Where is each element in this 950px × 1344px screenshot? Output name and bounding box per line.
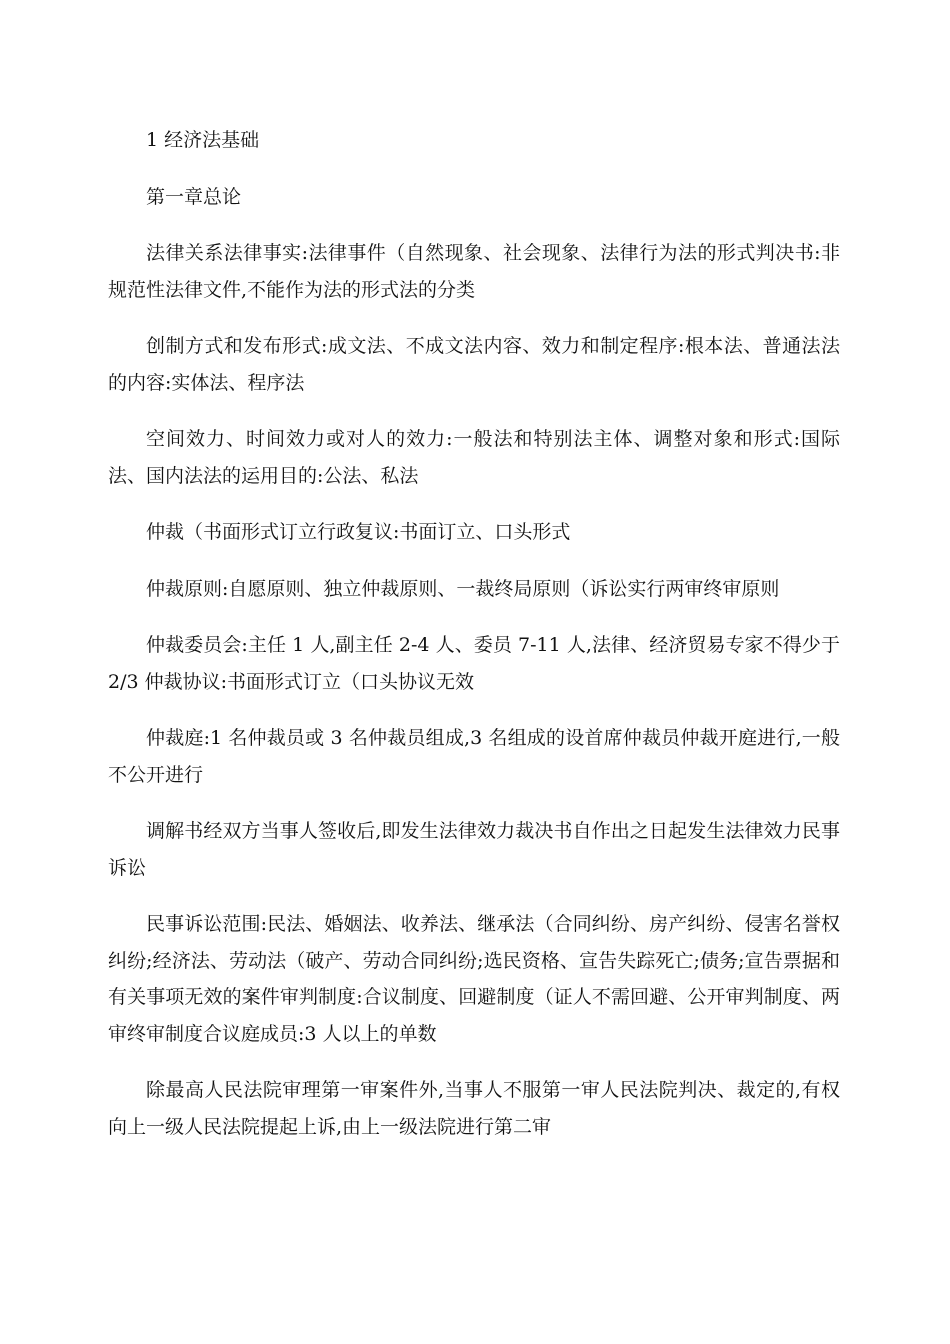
paragraph: 仲裁原则:自愿原则、独立仲裁原则、一裁终局原则（诉讼实行两审终审原则 — [146, 577, 780, 600]
paragraph: 创制方式和发布形式:成文法、不成文法内容、效力和制定程序:根本法、普通法法的内容:实体法、程序法 — [108, 335, 840, 394]
paragraph: 除最高人民法院审理第一审案件外,当事人不服第一审人民法院判决、裁定的,有权向上一级人民法院提起上诉,由上一级法院进行第二审 — [108, 1079, 840, 1138]
paragraph: 仲裁庭:1 名仲裁员或 3 名仲裁员组成,3 名组成的设首席仲裁员仲裁开庭进行,一般不公开进行 — [108, 727, 840, 786]
paragraph: 仲裁委员会:主任 1 人,副主任 2-4 人、委员 7-11 人,法律、经济贸易专家不得少于 2/3 仲裁协议:书面形式订立（口头协议无效 — [108, 634, 840, 693]
paragraph: 空间效力、时间效力或对人的效力:一般法和特别法主体、调整对象和形式:国际法、国内法法的运用目的:公法、私法 — [108, 428, 840, 487]
paragraph: 民事诉讼范围:民法、婚姻法、收养法、继承法（合同纠纷、房产纠纷、侵害名誉权纠纷;经济法、劳动法（破产、劳动合同纠纷;选民资格、宣告失踪死亡;债务;宣告票据和有关事项无效的案件审判制度:合议制度、回避制度（证人不需回避、公开审判制度、两审终审制度合议庭成员:3 人以上的单数 — [108, 913, 840, 1045]
document-body — [108, 122, 840, 1165]
chapter-heading: 第一章总论 — [146, 185, 242, 208]
paragraph: 仲裁（书面形式订立行政复议:书面订立、口头形式 — [146, 521, 571, 543]
document-title: 1 经济法基础 — [146, 129, 260, 151]
paragraph: 法律关系法律事实:法律事件（自然现象、社会现象、法律行为法的形式判决书:非规范性法律文件,不能作为法的形式法的分类 — [108, 242, 840, 301]
paragraph: 调解书经双方当事人签收后,即发生法律效力裁决书自作出之日起发生法律效力民事诉讼 — [108, 820, 840, 879]
